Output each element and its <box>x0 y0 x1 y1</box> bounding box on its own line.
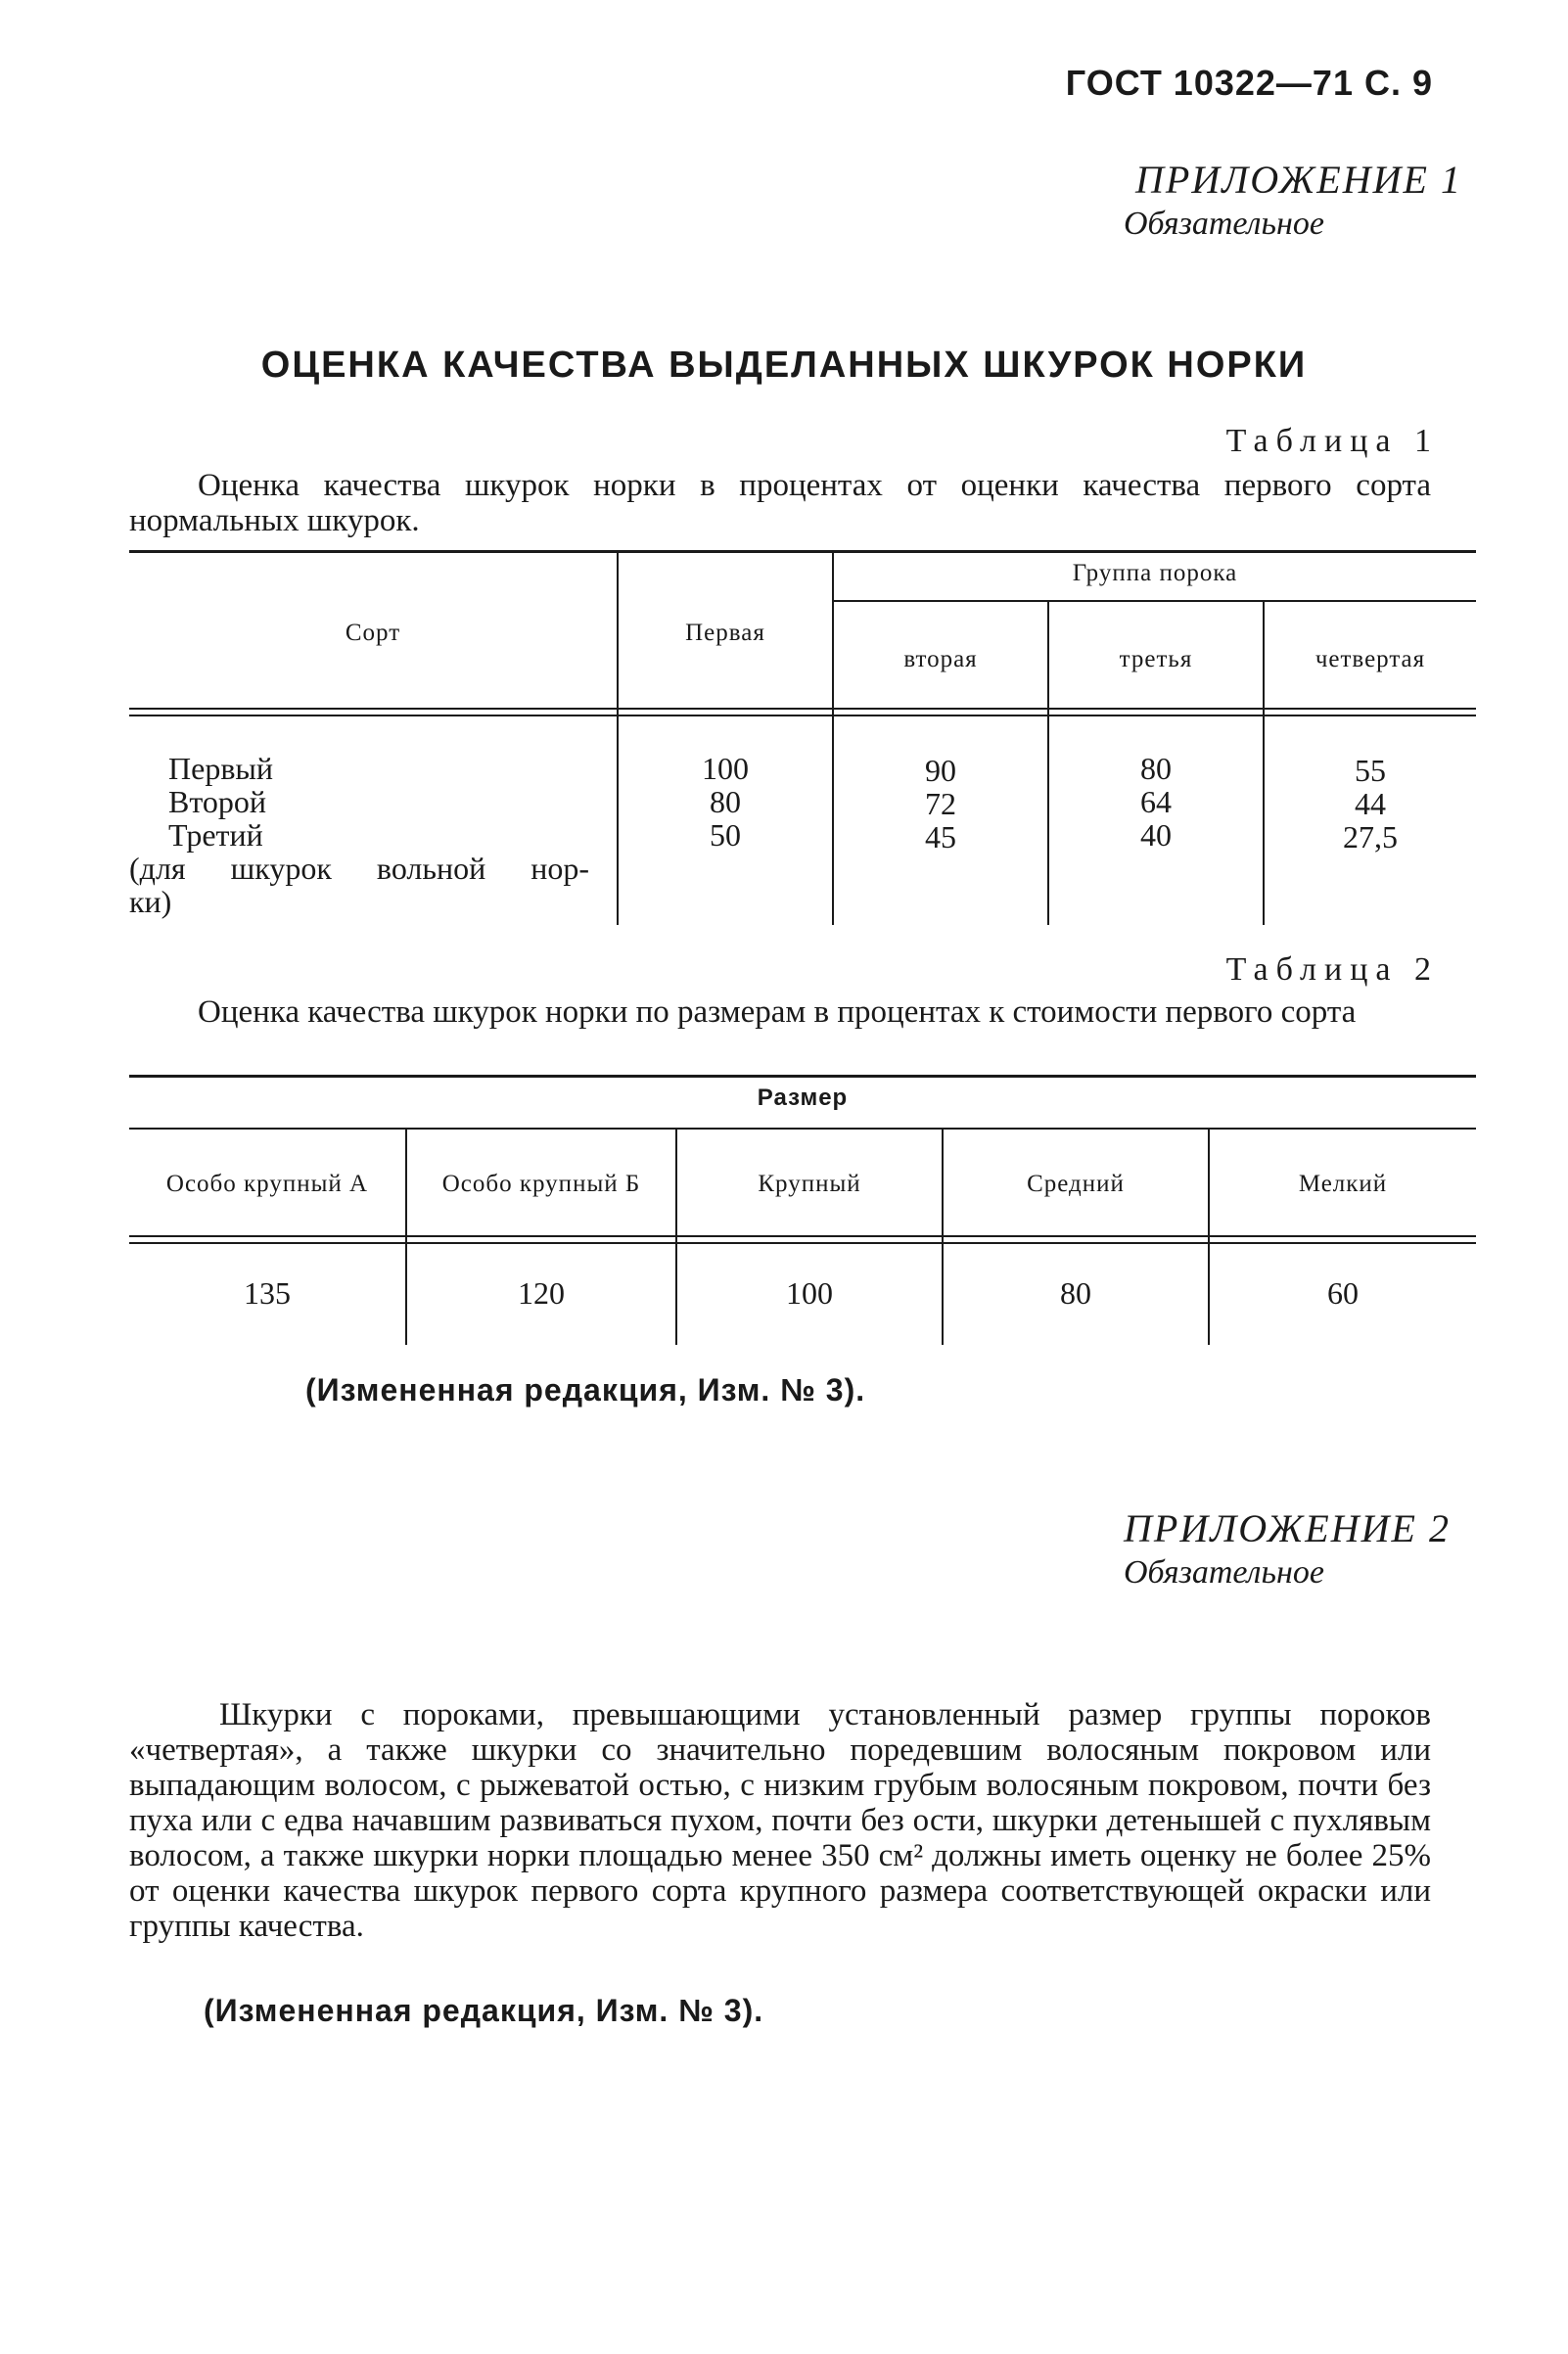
table-1-row-1-third: 80 <box>1140 751 1172 786</box>
table-1-row-1-fourth: 55 <box>1355 753 1386 788</box>
table-2-label: Таблица 2 <box>1225 951 1439 988</box>
table-2-value-xl-b: 120 <box>518 1275 565 1311</box>
table-1-group-rule <box>832 600 1476 602</box>
table-2-vline-2 <box>675 1130 677 1345</box>
table-1-row-3-third: 40 <box>1140 817 1172 853</box>
table-1-row-3-fourth: 27,5 <box>1343 819 1398 854</box>
table-2-header-xl-b: Особо крупный Б <box>441 1171 641 1197</box>
table-2-header-medium: Средний <box>1027 1171 1125 1197</box>
table-1-col-first <box>619 752 832 852</box>
table-1-header-sort: Сорт <box>345 620 401 646</box>
table-1-header-third: третья <box>1119 646 1193 672</box>
table-2-size-rule <box>129 1128 1476 1130</box>
table-1-col-fourth <box>1265 754 1476 854</box>
table-2-value-xl-a: 135 <box>244 1275 291 1311</box>
table-1-col-third <box>1049 752 1263 852</box>
table-1-row-2-fourth: 44 <box>1355 786 1386 821</box>
table-2-value-large: 100 <box>786 1275 833 1311</box>
table-2-header-large: Крупный <box>758 1171 861 1197</box>
table-1-vline-1 <box>617 553 619 925</box>
table-1-vline-2 <box>832 553 834 925</box>
table-1-row-2-sort: Второй <box>168 784 267 819</box>
table-1-note <box>129 852 589 918</box>
table-1-row-2-first: 80 <box>710 784 741 819</box>
table-1-row-3-first: 50 <box>710 817 741 853</box>
appendix-1-title: ПРИЛОЖЕНИЕ 1 <box>1135 158 1462 202</box>
table-2-header-size: Размер <box>757 1085 849 1111</box>
table-1-row-3-sort: Третий <box>168 817 263 853</box>
table-1-col-second <box>834 754 1047 854</box>
table-1-row-2-second: 72 <box>925 786 956 821</box>
table-1-header-group: Группа порока <box>1072 560 1238 586</box>
table-1-row-1-sort: Первый <box>168 751 274 786</box>
table-2-vline-4 <box>1208 1130 1210 1345</box>
table-1-caption: Оценка качества шкурок норки в процентах от оценки качества первого сорта нормальных шкурок. <box>129 468 1431 538</box>
table-2-header-rule-b <box>129 1242 1476 1244</box>
table-2-vline-3 <box>942 1130 944 1345</box>
table-2-caption: Оценка качества шкурок норки по размерам в процентах к стоимости первого сорта <box>198 994 1357 1030</box>
table-1-header-rule-b <box>129 715 1476 716</box>
appendix-2-subtitle: Обязательное <box>1124 1554 1324 1591</box>
main-title: ОЦЕНКА КАЧЕСТВА ВЫДЕЛАННЫХ ШКУРОК НОРКИ <box>260 345 1308 386</box>
table-1-top-rule <box>129 550 1476 553</box>
edition-note-1: (Измененная редакция, Изм. № 3). <box>305 1372 866 1408</box>
appendix-2-text: Шкурки с пороками, превышающими установленный размер группы пороков «четвертая», а также шкурки со значительно поредевшим волосяным покровом или выпадающим волосом, с рыжеватой остью, с низким грубым волосяным покровом, почти без пуха или с едва начавшим развиваться пухом, почти без ости, шкурки детенышей с пухлявым волосом, а также шкурки норки площадью менее 350 см² должны иметь оценку не более 25% от оценки качества шкурок первого сорта крупного размера соответствующей окраски или группы качества. <box>129 1697 1431 1944</box>
table-2-top-rule <box>129 1075 1476 1078</box>
table-2-header-rule-a <box>129 1235 1476 1237</box>
table-1-sort-column <box>168 752 273 852</box>
table-1-note-line-1: (для шкурок вольной нор- <box>129 851 589 886</box>
table-2-vline-1 <box>405 1130 407 1345</box>
table-1-row-1-first: 100 <box>702 751 749 786</box>
table-1-row-2-third: 64 <box>1140 784 1172 819</box>
appendix-2-title: ПРИЛОЖЕНИЕ 2 <box>1124 1506 1451 1550</box>
table-2-value-small: 60 <box>1327 1275 1359 1311</box>
table-1-header-rule-a <box>129 708 1476 710</box>
table-2-header-xl-a: Особо крупный А <box>165 1171 369 1197</box>
table-2-header-small: Мелкий <box>1298 1171 1388 1197</box>
standard-header: ГОСТ 10322—71 С. 9 <box>1065 63 1433 103</box>
edition-note-2: (Измененная редакция, Изм. № 3). <box>204 1993 764 2028</box>
table-1-row-1-second: 90 <box>925 753 956 788</box>
table-1-header-fourth: четвертая <box>1314 646 1426 672</box>
table-1-note-line-2: ки) <box>129 884 172 919</box>
appendix-1-subtitle: Обязательное <box>1124 206 1324 242</box>
table-1-row-3-second: 45 <box>925 819 956 854</box>
table-2-value-medium: 80 <box>1060 1275 1091 1311</box>
table-1-label: Таблица 1 <box>1225 423 1439 459</box>
table-1-header-second: вторая <box>903 646 978 672</box>
table-1-header-first: Первая <box>685 620 765 646</box>
